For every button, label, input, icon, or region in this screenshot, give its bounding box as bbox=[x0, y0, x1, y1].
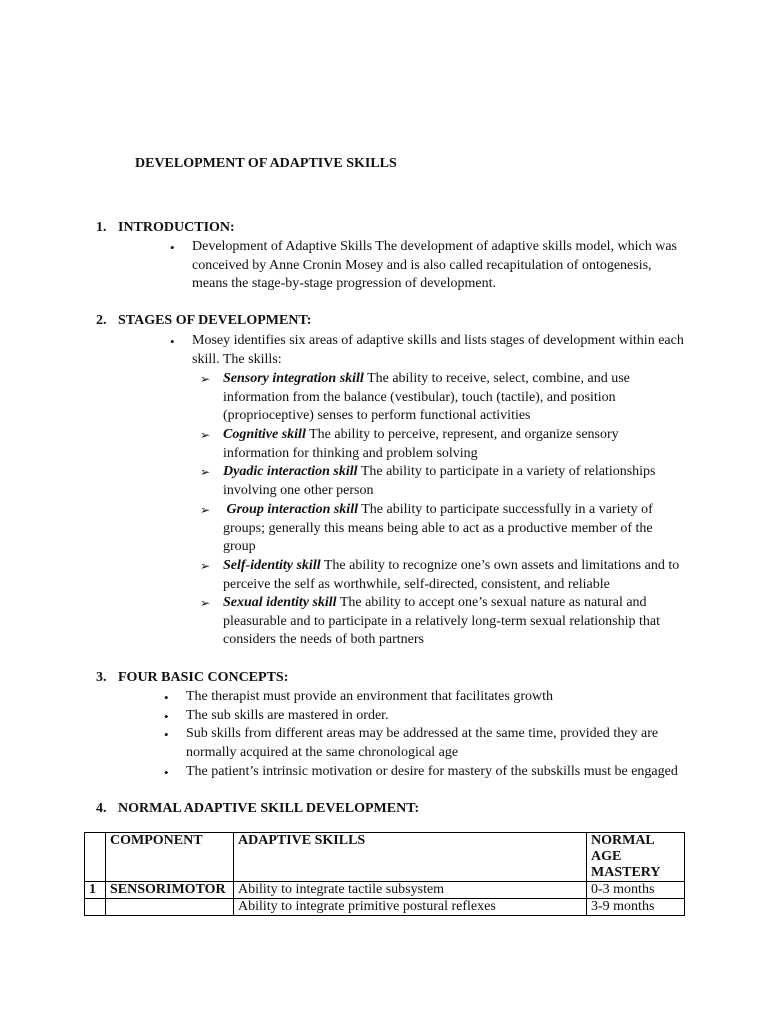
table-header-row bbox=[85, 833, 685, 882]
arrow-bullet-icon: ➢ bbox=[200, 503, 211, 517]
list-item: The patient’s intrinsic motivation or desire for mastery of the subskills must be engaged bbox=[186, 764, 678, 779]
arrow-bullet-icon: ➢ bbox=[200, 372, 211, 386]
skill-item-sensory: Sensory integration skill The ability to receive, select, combine, and use information from the balance (vestibular), touch (tactile), and position (proprioceptive) senses to perform functional activities bbox=[223, 371, 630, 423]
table-row bbox=[85, 899, 685, 916]
table-cell: 0-3 months bbox=[587, 882, 685, 899]
bullet-icon: • bbox=[170, 334, 175, 349]
arrow-bullet-icon: ➢ bbox=[200, 465, 211, 479]
skill-item-sexual-identity: Sexual identity skill The ability to accept one’s sexual nature as natural and pleasurable and to participate in a relatively long-term sexual relationship that considers the needs of both partners bbox=[223, 595, 660, 647]
table-row bbox=[85, 882, 685, 899]
arrow-bullet-icon: ➢ bbox=[200, 596, 211, 610]
table-header-component: COMPONENT bbox=[106, 833, 234, 882]
bullet-icon: • bbox=[164, 709, 169, 724]
table-cell: Ability to integrate tactile subsystem bbox=[234, 882, 587, 899]
section-heading-normal-development: 4. NORMAL ADAPTIVE SKILL DEVELOPMENT: bbox=[96, 801, 420, 816]
arrow-bullet-icon: ➢ bbox=[200, 559, 211, 573]
bullet-icon: • bbox=[164, 690, 169, 705]
table-cell bbox=[106, 899, 234, 916]
bullet-icon: • bbox=[164, 765, 169, 780]
adaptive-skills-table bbox=[84, 832, 685, 916]
list-item: The sub skills are mastered in order. bbox=[186, 708, 389, 723]
bullet-icon: • bbox=[170, 240, 175, 255]
table-cell: Ability to integrate primitive postural reflexes bbox=[234, 899, 587, 916]
list-item: Mosey identifies six areas of adaptive skills and lists stages of development within each skill. The skills: bbox=[192, 333, 684, 367]
section-heading-introduction: 1. INTRODUCTION: bbox=[96, 220, 235, 235]
table-cell: SENSORIMOTOR bbox=[106, 882, 234, 899]
table-cell: 3-9 months bbox=[587, 899, 685, 916]
list-item: The therapist must provide an environment that facilitates growth bbox=[186, 689, 554, 704]
table-header-cell bbox=[85, 833, 106, 882]
document-title: DEVELOPMENT OF ADAPTIVE SKILLS bbox=[135, 156, 397, 171]
table-header-normal-age-mastery: NORMAL AGE MASTERY bbox=[587, 833, 685, 882]
section-heading-concepts: 3. FOUR BASIC CONCEPTS: bbox=[96, 670, 289, 685]
skill-item-dyadic: Dyadic interaction skill The ability to participate in a variety of relationships involving one other person bbox=[223, 464, 656, 498]
list-item: Development of Adaptive Skills The development of adaptive skills model, which was conceived by Anne Cronin Mosey and is also called recapitulation of ontogenesis, means the stage-by-stage progression of development. bbox=[192, 239, 677, 291]
skill-item-cognitive: Cognitive skill The ability to perceive, represent, and organize sensory information for thinking and problem solving bbox=[223, 427, 619, 461]
skill-item-self-identity: Self-identity skill The ability to recognize one’s own assets and limitations and to perceive the self as worthwhile, self-directed, consistent, and reliable bbox=[223, 558, 680, 592]
skill-item-group: Group interaction skill The ability to participate successfully in a variety of groups; generally this means being able to act as a productive member of the group bbox=[223, 502, 653, 554]
section-heading-stages: 2. STAGES OF DEVELOPMENT: bbox=[96, 313, 312, 328]
list-item: Sub skills from different areas may be addressed at the same time, provided they are normally acquired at the same chronological age bbox=[186, 726, 659, 760]
bullet-icon: • bbox=[164, 727, 169, 742]
table-header-adaptive-skills: ADAPTIVE SKILLS bbox=[234, 833, 587, 882]
table-cell bbox=[85, 899, 106, 916]
table-cell: 1 bbox=[85, 882, 106, 899]
arrow-bullet-icon: ➢ bbox=[200, 428, 211, 442]
